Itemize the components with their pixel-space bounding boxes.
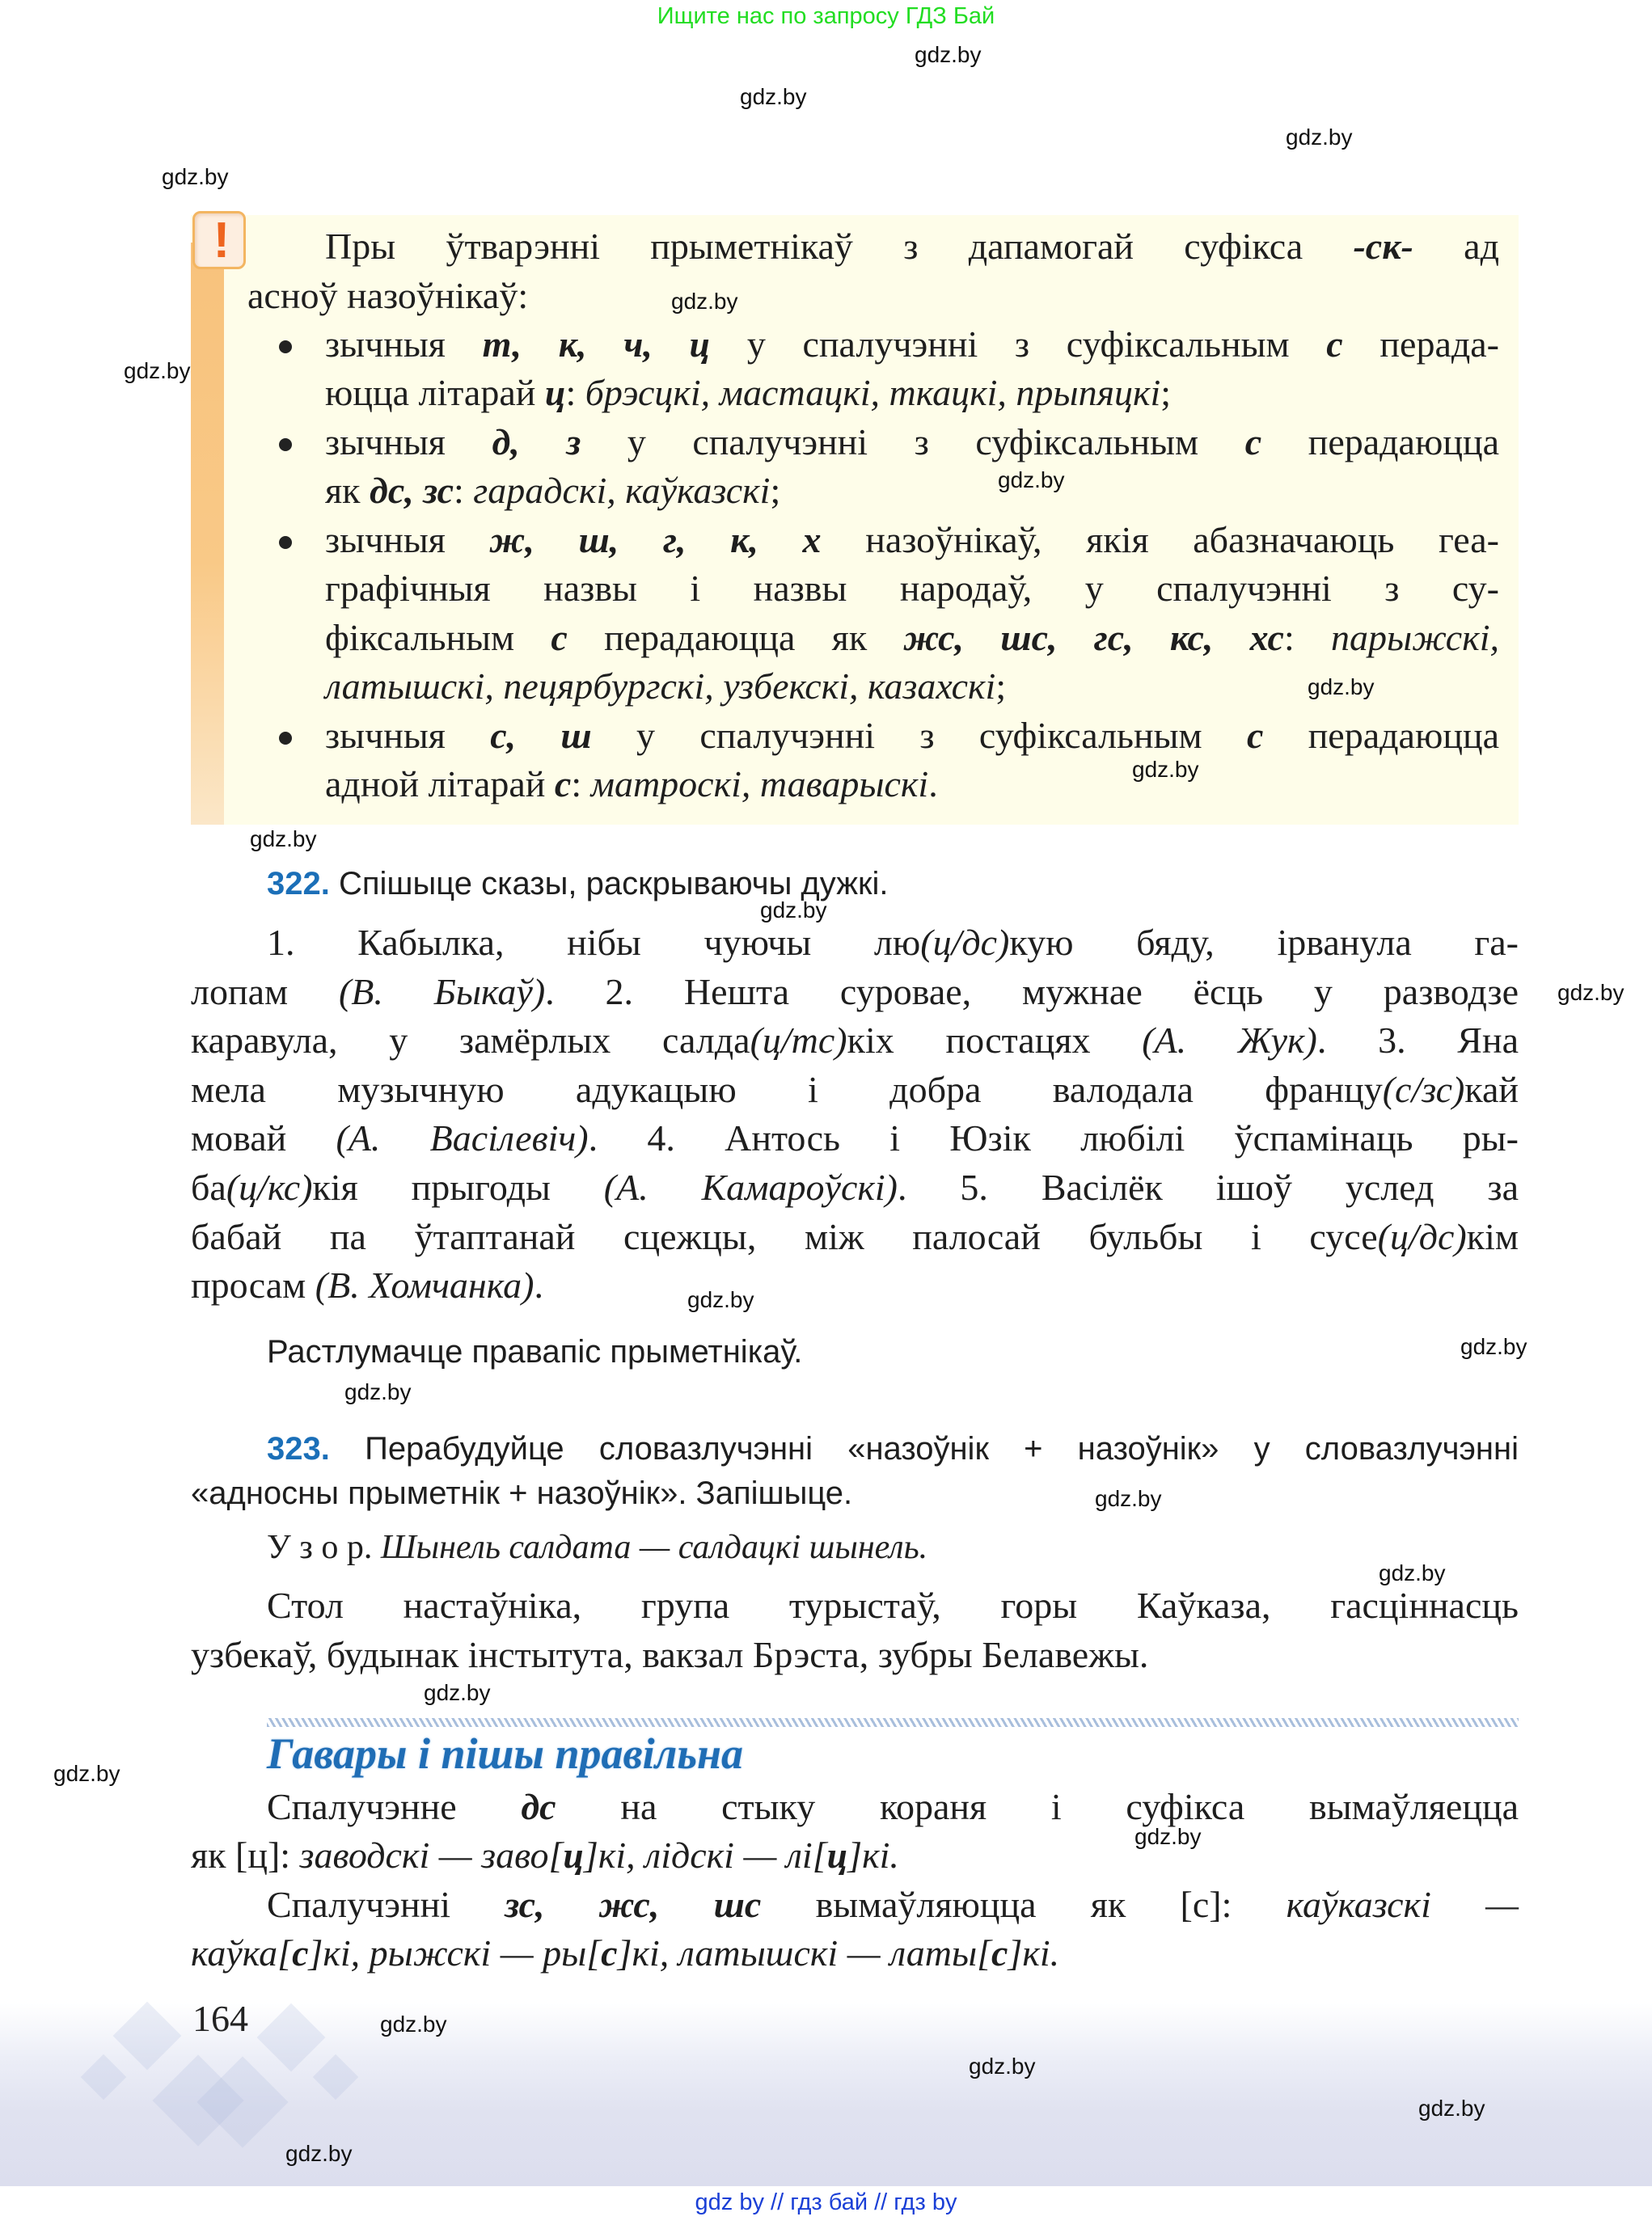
letters: зс, жс, шс [505, 1884, 762, 1925]
rule-accent-bar [191, 243, 224, 825]
letter: с [1246, 715, 1264, 756]
sound: с [601, 1932, 618, 1974]
exercise-323-heading-line-1 [267, 1425, 1519, 1473]
exercise-number: 322. [267, 866, 330, 901]
text: ; [770, 470, 781, 511]
text: зычныя [325, 421, 492, 462]
text: у спалучэнні з суфіксальным [581, 421, 1245, 462]
examples: латышскі, пецярбургскі, узбекскі, казахскі [325, 665, 996, 707]
consonants: т, к, ч, ц [482, 323, 711, 365]
text: просам [191, 1264, 315, 1306]
rule-bullet-2-line-1 [325, 418, 1499, 467]
author: (А. Жук) [1142, 1020, 1317, 1061]
watermark-text: gdz.by [424, 1680, 491, 1705]
rule-intro-line-2: асноў назоўнікаў: [247, 275, 529, 316]
text: адной літарай [325, 763, 555, 804]
text: бабай па ўтаптанай сцежцы, між палосай бульбы і сусе [191, 1216, 1378, 1257]
text: вымаўляюцца як [с]: [761, 1884, 1287, 1925]
letters: дс [521, 1786, 556, 1827]
section-divider [267, 1718, 1519, 1727]
letter: с [554, 763, 572, 804]
watermark-text: gdz.by [1418, 2096, 1485, 2121]
exercise-number: 323. [267, 1431, 330, 1467]
examples: парыжскі, [1331, 617, 1500, 658]
text: : [571, 763, 591, 804]
text: Спалучэнні [267, 1884, 505, 1925]
text: кія прыгоды [312, 1167, 604, 1208]
watermark-text: gdz.by [53, 1761, 120, 1786]
watermark-text: gdz.by [344, 1379, 412, 1404]
text: на стыку кораня і суфікса вымаўляецца [556, 1786, 1519, 1827]
bullet-icon [279, 732, 292, 745]
text: кім [1466, 1216, 1519, 1257]
watermark-text: gdz.by [1379, 1560, 1446, 1585]
sound: ц [826, 1834, 848, 1876]
example: каўка[ [191, 1932, 293, 1974]
page-number: 164 [192, 1998, 248, 2039]
letters: жс, шс, гс, кс, хс [903, 617, 1284, 658]
exercise-322-line-4 [191, 1066, 1519, 1114]
rule-bullet-3-line-1 [325, 516, 1499, 564]
text: перадаюцца [1261, 421, 1499, 462]
sound: с [292, 1932, 309, 1974]
watermark-text: gdz.by [969, 2054, 1036, 2079]
exercise-task: Спішыце сказы, раскрываючы дужкі. [338, 866, 889, 901]
watermark-text: gdz.by [1460, 1334, 1527, 1359]
sound: ц [563, 1834, 584, 1876]
text: у спалучэнні з суфіксальным [710, 323, 1327, 365]
author: (А. Камароўскі) [603, 1167, 898, 1208]
watermark-text: gdz.by [1132, 757, 1199, 782]
exercise-322-line-5 [191, 1114, 1519, 1163]
watermark-text: gdz.by [687, 1287, 754, 1312]
text: 1. Кабылка, нібы чуючы лю [267, 922, 921, 963]
text: ; [1160, 372, 1172, 413]
watermark-text: gdz.by [915, 42, 982, 67]
rule-bullet-3-line-2: графічныя назвы і назвы народаў, у спалучэнні з су- [325, 568, 1499, 609]
rule-bullet-1-line-1 [325, 320, 1499, 369]
choice: (с/зс) [1382, 1069, 1465, 1110]
watermark-text: gdz.by [380, 2012, 447, 2037]
watermark-text: gdz.by [998, 467, 1065, 492]
bullet-icon [279, 536, 292, 549]
letters: дс, зс [370, 470, 454, 511]
watermark-text: gdz.by [671, 289, 738, 314]
section-p1-line-1 [267, 1783, 1519, 1831]
text: перадаюцца [1263, 715, 1499, 756]
text: як [ц]: [191, 1834, 300, 1876]
exercise-323-heading-line-2: «адносны прыметнік + назоўнік». Запішыце. [191, 1476, 853, 1511]
example: ]кі, лідскі — лі[ [583, 1834, 827, 1876]
choice: (ц/кс) [226, 1167, 313, 1208]
text: . 3. Яна [1316, 1020, 1519, 1061]
examples: гарадскі, каўказскі [473, 470, 771, 511]
text: Спалучэнне [267, 1786, 522, 1827]
examples: матроскі, таварыскі [590, 763, 929, 804]
text: . 4. Антось і Юзік любілі ўспамінаць ры- [588, 1117, 1519, 1159]
text: . 5. Васілёк ішоў услед за [898, 1167, 1519, 1208]
search-banner: Ищите нас по запросу ГДЗ Бай [657, 3, 995, 29]
letter: с [551, 617, 568, 658]
text: . [928, 763, 938, 804]
text: ад [1413, 226, 1499, 267]
author: (В. Быкаў) [338, 971, 546, 1012]
text: . [534, 1264, 543, 1306]
watermark-text: gdz.by [162, 164, 229, 189]
section-p2-line-2 [191, 1929, 1059, 1978]
example-text: Шынель салдата — салдацкі шынель. [380, 1529, 928, 1566]
rule-intro-line-1 [325, 222, 1499, 271]
choice: (ц/дс) [1377, 1216, 1467, 1257]
text: : [454, 470, 474, 511]
example: заводскі — заво[ [299, 1834, 564, 1876]
text: каравула, у замёрлых салда [191, 1020, 750, 1061]
rule-bullet-3-line-4 [325, 662, 1006, 711]
exercise-322-line-8 [191, 1261, 543, 1310]
rule-bullet-4-line-2 [325, 760, 938, 809]
rule-bullet-1-line-2 [325, 369, 1171, 417]
exercise-323-text-line-2: узбекаў, будынак інстытута, вакзал Брэста, зубры Белавежы. [191, 1634, 1149, 1675]
choice: (ц/тс) [750, 1020, 847, 1061]
bullet-icon [279, 340, 292, 353]
text: ; [995, 665, 1007, 707]
watermark-text: gdz.by [1095, 1486, 1162, 1511]
watermark-text: gdz.by [124, 358, 191, 383]
text: мела музычную адукацыю і добра валодала францу [191, 1069, 1383, 1110]
text: зычныя [325, 715, 491, 756]
text: зычныя [325, 323, 483, 365]
exercise-322-line-3 [191, 1016, 1519, 1065]
text: мовай [191, 1117, 336, 1159]
rule-bullet-2-line-2 [325, 467, 780, 515]
text: зычныя [325, 519, 490, 560]
exercise-322-line-7 [191, 1213, 1519, 1261]
text: : [565, 372, 585, 413]
rule-bullet-3-line-3 [325, 614, 1499, 662]
watermark-text: gdz.by [250, 826, 317, 851]
text: перадаюцца як [567, 617, 904, 658]
author: (А. Васілевіч) [336, 1117, 589, 1159]
text: у спалучэнні з суфіксальным [591, 715, 1247, 756]
example: ]кі, рыжскі — ры[ [308, 1932, 602, 1974]
text: перада- [1342, 323, 1500, 365]
watermark-text: gdz.by [1557, 980, 1625, 1005]
text: лопам [191, 971, 339, 1012]
text: фіксальным [325, 617, 551, 658]
text: як [325, 470, 370, 511]
footer-links: gdz by // гдз бай // гдз by [695, 2189, 957, 2215]
exercise-task: Перабудуйце словазлучэнні «назоўнік + назоўнік» у словазлучэнні [365, 1431, 1519, 1467]
consonants: ж, ш, г, к, х [489, 519, 822, 560]
example-label: У з о р. [267, 1529, 373, 1566]
choice: (ц/дс) [920, 922, 1010, 963]
example: ]кі, латышскі — латы[ [617, 1932, 992, 1974]
watermark-text: gdz.by [760, 897, 827, 923]
example: ]кі. [847, 1834, 899, 1876]
section-title: Гавары і пішы правільна [267, 1729, 744, 1778]
section-p2-line-1 [267, 1881, 1519, 1929]
text: : [1283, 617, 1331, 658]
letter: ц [544, 372, 566, 413]
text: . 2. Нешта суровае, мужнае ёсць у разводзе [545, 971, 1519, 1012]
exercise-323-text-line-1: Стол настаўніка, група турыстаў, горы Каўказа, гасціннасць [267, 1585, 1519, 1626]
text: назоўнікаў, якія абазначаюць геа- [821, 519, 1499, 560]
exclamation-icon: ! [192, 211, 246, 269]
exercise-322-line-6 [191, 1163, 1519, 1212]
exercise-322-line-1 [267, 918, 1519, 967]
example: каўказскі — [1286, 1884, 1519, 1925]
text: кую бяду, ірванула га- [1009, 922, 1519, 963]
text: юцца літарай [325, 372, 545, 413]
watermark-text: gdz.by [1134, 1824, 1202, 1849]
examples: брэсцкі, мастацкі, ткацкі, прыпяцкі [585, 372, 1161, 413]
exercise-323-example [267, 1523, 927, 1572]
exercise-322-line-2 [191, 968, 1519, 1016]
section-p1-line-2 [191, 1831, 899, 1880]
text: ба [191, 1167, 226, 1208]
example: ]кі. [1008, 1932, 1060, 1974]
exercise-322-followup: Растлумачце правапіс прыметнікаў. [267, 1334, 803, 1370]
watermark-text: gdz.by [1286, 125, 1353, 150]
sound: с [991, 1932, 1008, 1974]
letter: с [1244, 421, 1262, 462]
watermark-text: gdz.by [285, 2141, 353, 2166]
consonants: д, з [492, 421, 581, 462]
watermark-text: gdz.by [740, 84, 807, 109]
author: (В. Хомчанка) [315, 1264, 534, 1306]
text: Пры ўтварэнні прыметнікаў з дапамогай суфікса [325, 226, 1354, 267]
suffix-sk: -ск- [1353, 226, 1413, 267]
text: кай [1464, 1069, 1519, 1110]
rule-bullet-4-line-1 [325, 711, 1499, 760]
consonants: с, ш [490, 715, 592, 756]
text: кіх постацях [847, 1020, 1143, 1061]
letter: с [1326, 323, 1343, 365]
bullet-icon [279, 438, 292, 451]
watermark-text: gdz.by [1308, 674, 1375, 699]
